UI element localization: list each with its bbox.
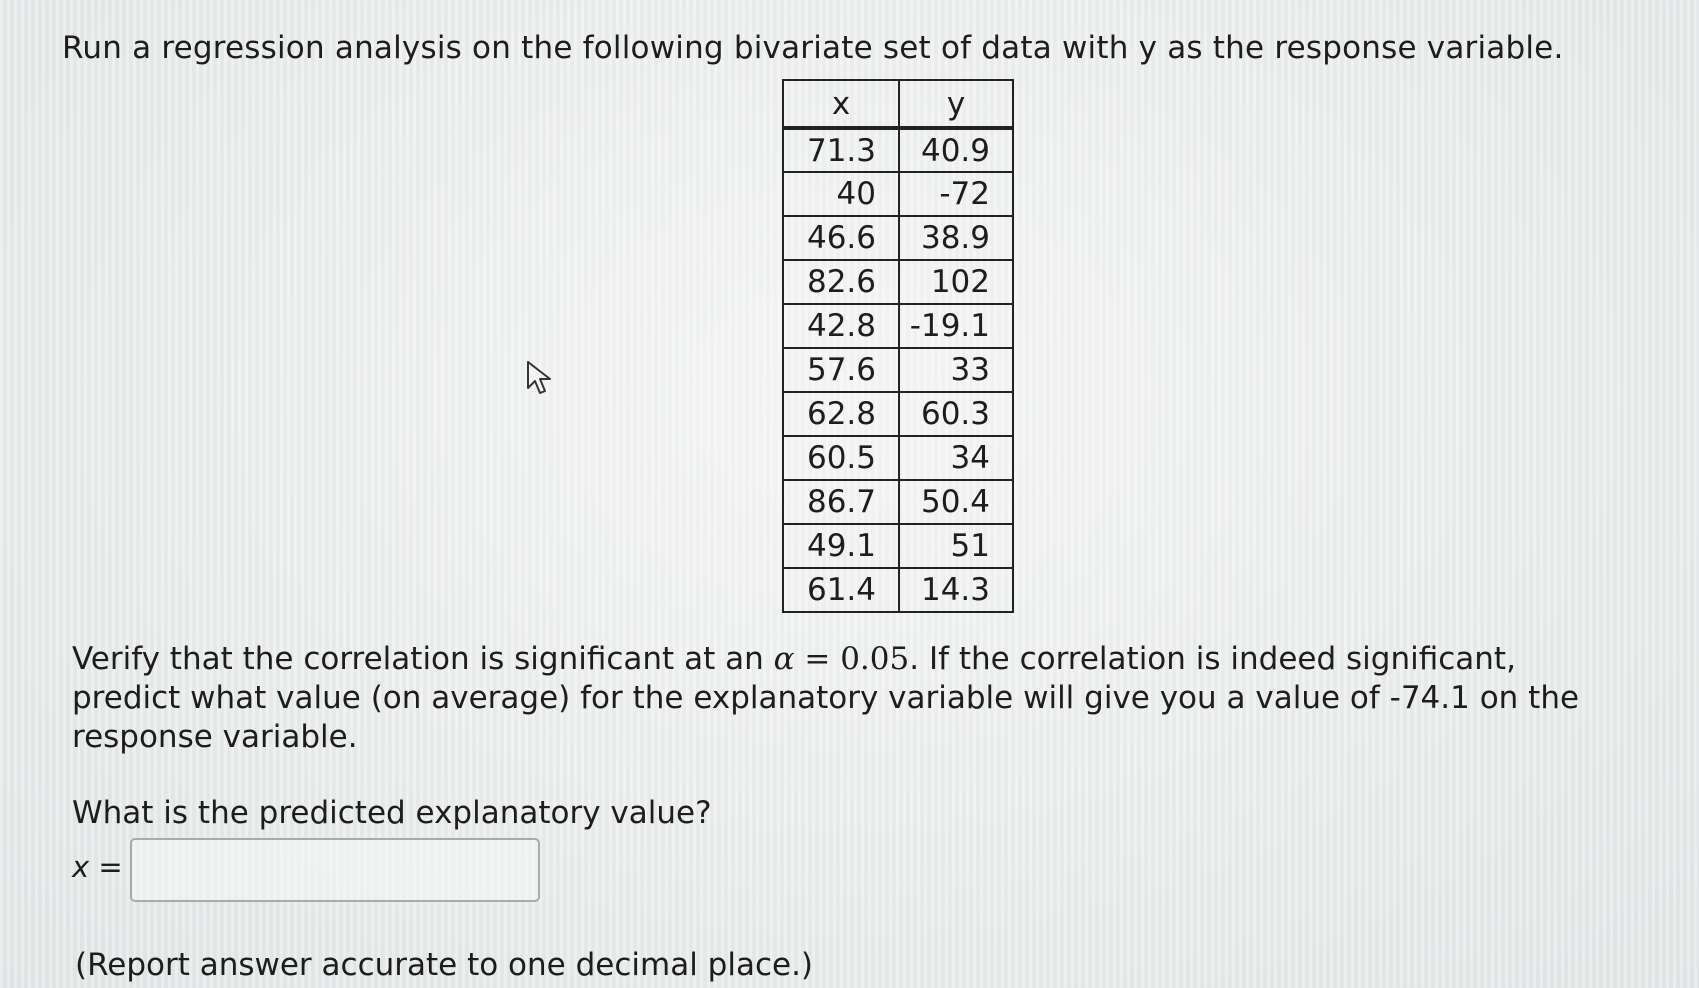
table-row (783, 348, 1013, 392)
table-row (783, 172, 1013, 216)
cell-x: 82.6 (783, 260, 899, 304)
cell-x: 71.3 (783, 128, 899, 172)
cell-y: 40.9 (899, 128, 1013, 172)
cell-x: 62.8 (783, 392, 899, 436)
mouse-pointer-icon (526, 360, 554, 396)
table-row (783, 480, 1013, 524)
cell-y: 34 (899, 436, 1013, 480)
table-row (783, 436, 1013, 480)
instructions-text-start: Verify that the correlation is significant at an (72, 641, 774, 677)
answer-label-variable: x (72, 850, 90, 884)
cell-x: 40 (783, 172, 899, 216)
cell-y: 33 (899, 348, 1013, 392)
rounding-note: (Report answer accurate to one decimal place.) (75, 947, 814, 983)
alpha-symbol: α (773, 641, 795, 677)
cell-x: 86.7 (783, 480, 899, 524)
table-header-row (783, 80, 1013, 128)
answer-label (72, 850, 123, 884)
problem-statement: Run a regression analysis on the following bivariate set of data with y as the response variable. (62, 30, 1564, 66)
column-header-x: x (783, 80, 899, 128)
table-row (783, 568, 1013, 612)
table-row (783, 216, 1013, 260)
cell-y: 51 (899, 524, 1013, 568)
answer-label-equals: = (89, 850, 123, 884)
cell-x: 57.6 (783, 348, 899, 392)
cell-y: 38.9 (899, 216, 1013, 260)
cell-x: 46.6 (783, 216, 899, 260)
cell-x: 42.8 (783, 304, 899, 348)
question-text: What is the predicted explanatory value? (72, 795, 712, 831)
table-row (783, 392, 1013, 436)
data-table (782, 79, 1014, 613)
instructions-paragraph (72, 640, 1632, 757)
cell-y: 14.3 (899, 568, 1013, 612)
cell-y: 50.4 (899, 480, 1013, 524)
column-header-y: y (899, 80, 1013, 128)
cell-y: -72 (899, 172, 1013, 216)
table-row (783, 524, 1013, 568)
cell-x: 49.1 (783, 524, 899, 568)
cell-y: 60.3 (899, 392, 1013, 436)
table-row (783, 260, 1013, 304)
alpha-value: = 0.05 (794, 641, 910, 677)
instructions-text-end: . If the correlation is indeed significant, predict what value (on average) for the explanatory variable will give you a value of -74.1 on the response variable. (72, 641, 1580, 755)
table-row (783, 304, 1013, 348)
table-row (783, 128, 1013, 172)
cell-y: -19.1 (899, 304, 1013, 348)
cell-y: 102 (899, 260, 1013, 304)
cell-x: 61.4 (783, 568, 899, 612)
answer-input[interactable] (130, 838, 540, 902)
cell-x: 60.5 (783, 436, 899, 480)
